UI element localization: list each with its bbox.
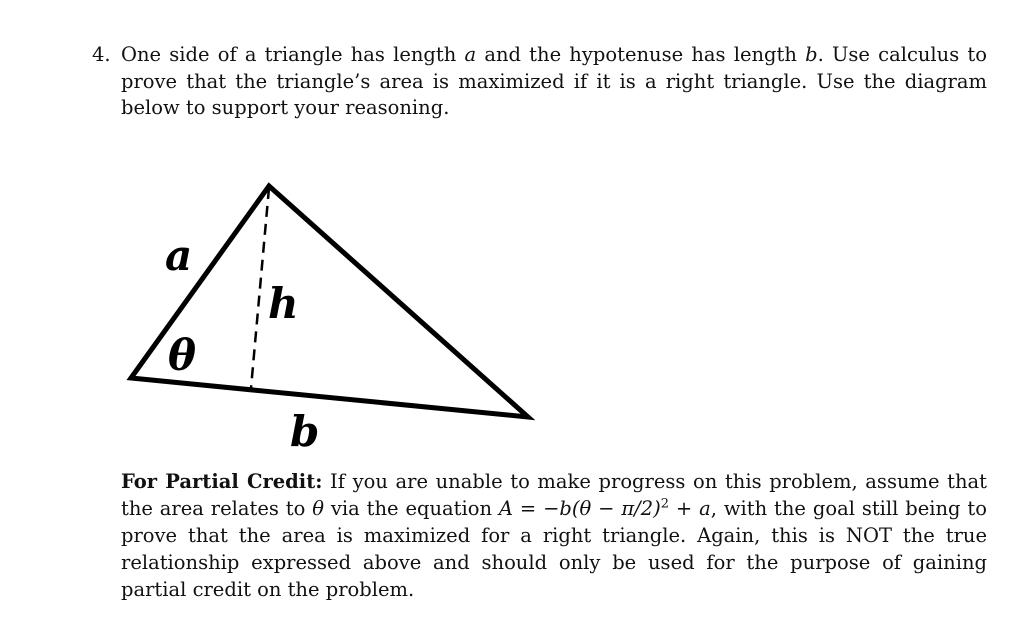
partial-credit-text-3: , with the goal still being to prove that the area is maximized for a right triangle. Again, this is NOT the true relationship expressed above and should only be used for the purpose of gaining partial credit on the problem. (121, 497, 987, 601)
variable-b: b (805, 43, 818, 66)
label-a: a (165, 231, 193, 280)
label-b: b (290, 407, 320, 456)
equation-end: + a (669, 497, 711, 520)
problem-text-part-3: . Use calculus to prove that the triangle’s area is maximized if it is a right triangle. Use the diagram below to support your reasoning. (121, 43, 987, 119)
partial-credit-text-2: via the equation (324, 497, 499, 520)
partial-credit-text-1: If you are unable to make progress on this problem, assume that the area relates to (121, 470, 988, 520)
problem-text-part-1: One side of a triangle has length (121, 43, 465, 66)
theta-symbol: θ (312, 497, 324, 520)
triangle-outline (131, 186, 528, 417)
partial-credit-note (121, 468, 987, 603)
variable-a: a (464, 43, 477, 66)
label-h: h (268, 279, 299, 328)
label-theta: θ (168, 331, 197, 380)
problem-number: 4. (92, 43, 111, 66)
height-dashed-line (251, 188, 269, 388)
equation-exponent: 2 (660, 496, 670, 512)
equation-area: A (498, 497, 513, 520)
equation-body: = −b(θ − π/2) (513, 497, 661, 520)
problem-text-part-2: and the hypotenuse has length (476, 43, 806, 66)
partial-credit-heading: For Partial Credit: (121, 470, 323, 493)
